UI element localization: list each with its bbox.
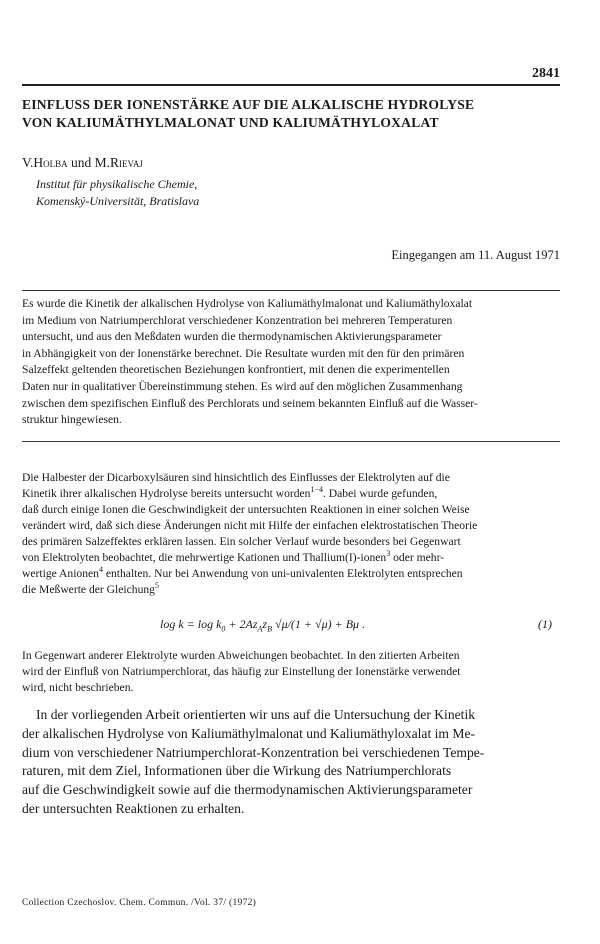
body-paragraph	[22, 706, 560, 819]
note-paragraph	[22, 648, 560, 696]
abstract-line: struktur hingewiesen.	[22, 413, 122, 427]
abstract-top-rule	[22, 290, 560, 291]
body-line: raturen, mit dem Ziel, Informationen über die Wirkung des Natriumperchlorats	[22, 763, 452, 779]
affiliation-line-1: Institut für physikalische Chemie,	[36, 177, 198, 191]
intro-line: verändert wird, daß sich diese Änderungen nicht mit Hilfe der einfachen elektrostatischen Theorie	[22, 519, 478, 532]
citation-ref: 4	[98, 565, 103, 575]
note-line: wird, nicht beschrieben.	[22, 681, 134, 694]
body-line: auf die Geschwindigkeit sowie auf die thermodynamischen Aktivierungsparameter	[22, 782, 473, 798]
affiliation-line-2: Komenský-Universität, Bratislava	[36, 194, 200, 208]
abstract-line: Es wurde die Kinetik der alkalischen Hydrolyse von Kaliumäthylmalonat und Kaliumäthyloxalat	[22, 297, 473, 310]
abstract-line: untersucht, und aus den Meßdaten wurden die thermodynamischen Aktivierungsparameter	[22, 330, 442, 344]
author-2-surname: Rievaj	[110, 155, 143, 170]
abstract-line: Daten nur in qualitativer Übereinstimmung stehen. Es wird auf den möglichen Zusammenhang	[22, 379, 463, 393]
title-line-2: VON KALIUMÄTHYLMALONAT UND KALIUMÄTHYLOXALAT	[22, 115, 439, 130]
affiliation	[36, 176, 199, 210]
body-line: der alkalischen Hydrolyse von Kaliumäthylmalonat und Kaliumäthyloxalat im Me-	[22, 725, 476, 741]
intro-line: Kinetik ihrer alkalischen Hydrolyse bereits untersucht worden$^{1-4}$. Dabei wurde gefunden,	[22, 485, 438, 500]
citation-ref: 3	[386, 549, 391, 559]
header-rule	[22, 84, 560, 86]
body-line: der untersuchten Reaktionen zu erhalten.	[22, 800, 245, 816]
title-line-1: EINFLUSS DER IONENSTÄRKE AUF DIE ALKALISCHE HYDROLYSE	[22, 97, 475, 112]
abstract	[22, 296, 560, 429]
intro-line: die Meßwerte der Gleichung$^5$	[22, 581, 159, 596]
equation-1	[22, 617, 560, 637]
intro-line: von Elektrolyten beobachtet, die mehrwertige Kationen und Thallium(I)-ionen$^3$ oder mehr-	[22, 549, 445, 564]
citation-ref: 1−4	[310, 485, 323, 495]
abstract-bottom-rule	[22, 441, 560, 442]
author-conjunction: und	[71, 155, 92, 170]
abstract-line: Salzeffekt geltenden theoretischen Beziehungen konfrontiert, mit denen die experimentellen	[22, 363, 450, 377]
author-1-surname: Holba	[33, 155, 68, 170]
intro-line: wertige Anionen$^4$ enthalten. Nur bei Anwendung von uni-univalenten Elektrolyten entsprechen	[22, 565, 463, 580]
citation-ref: 5	[154, 581, 159, 591]
intro-line: Die Halbester der Dicarboxylsäuren sind hinsichtlich des Einflusses der Elektrolyten auf die	[22, 471, 450, 484]
abstract-line: in Abhängigkeit von der Ionenstärke berechnet. Die Resultate wurden mit den für den primären	[22, 346, 465, 360]
article-title	[22, 96, 562, 132]
author-1-initial: V.	[22, 155, 34, 170]
intro-line: des primären Salzeffektes erklären lassen. Ein solcher Verlauf wurde besonders bei Gegenwart	[22, 535, 461, 548]
note-line: In Gegenwart anderer Elektrolyte wurden Abweichungen beobachtet. In den zitierten Arbeiten	[22, 649, 460, 662]
abstract-line: zwischen dem spezifischen Einfluß des Perchlorats und seinem bekannten Einfluß auf die Wasser-	[22, 396, 478, 410]
equation-number: (1)	[538, 617, 552, 631]
intro-paragraph	[22, 470, 560, 598]
intro-line: daß durch einige Ionen die Geschwindigkeit der untersuchten Reaktionen in einer solchen Weise	[22, 503, 470, 516]
note-line: wird der Einfluß von Natriumperchlorat, das häufig zur Einstellung der Ionenstärke verwendet	[22, 665, 461, 678]
body-line: dium von verschiedener Natriumperchlorat-Konzentration bei verschiedenen Tempe-	[22, 744, 485, 760]
received-date: Eingegangen am 11. August 1971	[391, 248, 560, 262]
authors	[22, 155, 143, 171]
journal-footer: Collection Czechoslov. Chem. Commun. /Vol. 37/ (1972)	[22, 898, 257, 908]
abstract-line: im Medium von Natriumperchlorat verschiedener Konzentration bei mehreren Temperaturen	[22, 313, 453, 327]
body-line: In der vorliegenden Arbeit orientierten wir uns auf die Untersuchung der Kinetik	[36, 707, 476, 722]
equation-formula: $\log k = \log k_0 + 2Az_Az_B$ √μ/(1 + √μ) + Bμ .	[160, 617, 366, 634]
page-number: 2841	[532, 66, 560, 81]
author-2-initial: M.	[94, 155, 111, 170]
